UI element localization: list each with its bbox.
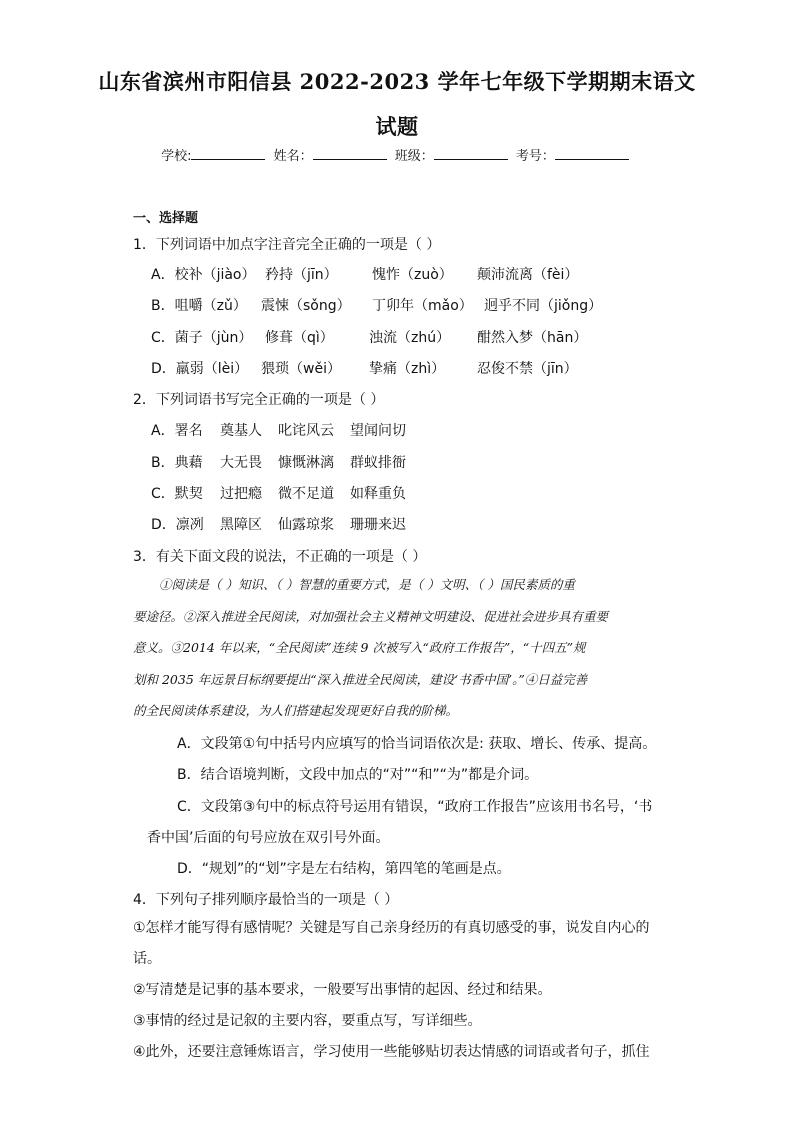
q4-sentence-1-line1: ①怎样才能写得有感情呢？关键是写自己亲身经历的有真切感受的事，说发自内心的 — [133, 920, 650, 936]
q2-a-item3: 叱诧风云 — [278, 423, 334, 439]
q2-c-item2: 过把瘾 — [220, 486, 262, 502]
q1-d-item3: 挚痛（zhì） — [369, 361, 446, 377]
name-blank[interactable] — [313, 147, 387, 160]
school-label: 学校: — [161, 149, 192, 164]
q1-stem: 1．下列词语中加点字注音完全正确的一项是（ ） — [133, 237, 441, 253]
q3-option-b[interactable]: B．结合语境判断，文段中加点的“对”“和”“为”都是介词。 — [177, 767, 539, 783]
q1-c-item2: 修葺（qì） — [265, 330, 334, 346]
q3-passage — [133, 569, 667, 727]
q3-option-a[interactable]: A．文段第①句中括号内应填写的恰当词语依次是: 获取、增长、传承、提高。 — [177, 736, 657, 752]
q2-b-item3: 慷慨淋漓 — [278, 455, 334, 471]
q3-option-c-line2: 香中国’后面的句号应放在双引号外面。 — [147, 830, 390, 846]
school-blank[interactable] — [191, 147, 265, 160]
q1-c-item4: 酣然入梦（hān） — [477, 330, 588, 346]
q4-stem: 4．下列句子排列顺序最恰当的一项是（ ） — [133, 892, 399, 908]
q4-sentence-2: ②写清楚是记事的基本要求，一般要写出事情的起因、经过和结果。 — [133, 982, 552, 998]
q2-a-item1: A．署名 — [151, 423, 203, 439]
class-label: 班级： — [394, 149, 434, 164]
q1-a-item3: 愧怍（zuò） — [372, 267, 453, 283]
q3-passage-line2: 要途径。②深入推进全民阅读，对加强社会主义精神文明建设、促进社会进步具有重要 — [133, 608, 609, 624]
q3-passage-line1: ①阅读是（ ）知识、（ ）智慧的重要方式，是（ ）文明、（ ）国民素质的重 — [159, 577, 575, 592]
q3-option-d[interactable]: D．“规划”的“划”字是左右结构，第四笔的笔画是点。 — [177, 861, 511, 877]
q2-c-item3: 微不足道 — [278, 486, 334, 502]
q2-d-item3: 仙露琼浆 — [278, 517, 334, 533]
q1-b-item3: 丁卯年（mǎo） — [372, 298, 473, 314]
q3-passage-line5: 的全民阅读体系建设，为人们搭建起发现更好自我的阶梯。 — [133, 703, 459, 718]
q4-sentence-3: ③事情的经过是记叙的主要内容，要重点写，写详细些。 — [133, 1013, 482, 1029]
q3-passage-line3: 意义。③2014 年以来，“全民阅读”连续 9 次被写入“政府工作报告”，“十四五”规 — [133, 640, 586, 655]
q2-b-item4: 群蚁排衙 — [350, 455, 406, 471]
q1-a-item2: 矜持（jīn） — [265, 267, 338, 283]
q2-d-item1: D．凛冽 — [151, 517, 204, 533]
q1-d-item4: 忍俊不禁（jīn） — [477, 361, 578, 377]
q3-stem: 3．有关下面文段的说法，不正确的一项是（ ） — [133, 549, 427, 565]
q1-c-item3: 浊流（zhú） — [369, 330, 451, 346]
exam-no-label: 考号： — [515, 149, 555, 164]
q1-d-item2: 猥琐（wěi） — [261, 361, 341, 377]
q2-a-item4: 望闻问切 — [350, 423, 406, 439]
q2-d-item4: 珊珊来迟 — [350, 517, 406, 533]
section-heading: 一、选择题 — [133, 211, 199, 226]
q2-c-item1: C．默契 — [151, 486, 203, 502]
q2-c-item4: 如释重负 — [350, 486, 406, 502]
name-label: 姓名： — [273, 149, 313, 164]
q4-sentence-1-line2: 话。 — [133, 951, 161, 967]
q1-b-item2: 震悚（sǒng） — [261, 298, 351, 314]
q1-a-item1: A．校补（jiào） — [151, 267, 256, 283]
q4-sentences — [133, 913, 663, 1068]
q1-b-item4: 迥乎不同（jiǒng） — [484, 298, 603, 314]
q1-b-item1: B．咀嚼（zǔ） — [151, 298, 247, 314]
exam-no-blank[interactable] — [555, 147, 629, 160]
q3-option-c-line1: C．文段第③句中的标点符号运用有错误，“政府工作报告”应该用书名号，‘书 — [177, 799, 653, 815]
q1-d-item1: D．羸弱（lèi） — [151, 361, 249, 377]
class-blank[interactable] — [434, 147, 508, 160]
q1-a-item4: 颠沛流离（fèi） — [477, 267, 579, 283]
q2-stem: 2．下列词语书写完全正确的一项是（ ） — [133, 392, 385, 408]
q3-passage-line4: 划和 2035 年远景目标纲要提出“深入推进全民阅读，建设‘书香中国’。”④日益完善 — [133, 671, 588, 687]
q2-b-item2: 大无畏 — [220, 455, 262, 471]
q2-a-item2: 奠基人 — [220, 423, 262, 439]
q1-c-item1: C．菌子（jùn） — [151, 330, 253, 346]
q2-d-item2: 黑障区 — [220, 517, 262, 533]
exam-title-line1: 山东省滨州市阳信县 2022-2023 学年七年级下学期期末语文 — [98, 69, 696, 94]
q2-b-item1: B．典藉 — [151, 455, 203, 471]
q4-sentence-4-line1: ④此外，还要注意锤炼语言，学习使用一些能够贴切表达情感的词语或者句子，抓住 — [133, 1044, 650, 1060]
exam-title-line2: 试题 — [375, 114, 419, 139]
student-info-row — [0, 145, 794, 164]
